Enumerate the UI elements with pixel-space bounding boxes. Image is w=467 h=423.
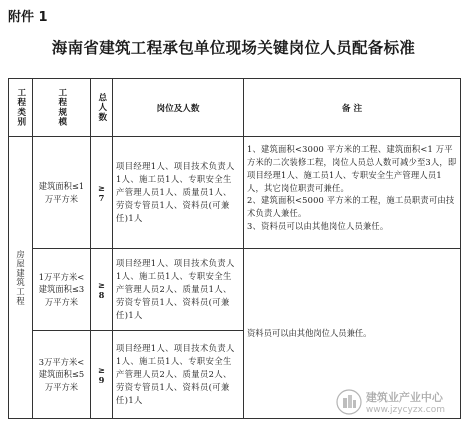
total-cell: ≥ 7	[91, 137, 113, 249]
positions-cell: 项目经理1人、项目技术负责人1人、施工员1人、专职安全生产管理人员2人、质量员2人、劳资专管员1人、资料员(可兼任)1人	[113, 331, 244, 419]
remark-item: 3、资料员可以由其他岗位人员兼任。	[247, 221, 389, 232]
total-cell: ≥ 9	[91, 331, 113, 419]
attachment-label: 附件 1	[8, 10, 48, 25]
watermark-name: 建筑业产业中心	[365, 391, 443, 404]
remark-item: 1、建筑面积<3000 平方米的工程、建筑面积<1 万平方米的二次装修工程，岗位人员总人数可减少至3人，即项目经理1人、施工员1人、专职安全生产管理人员1人，其它岗位职责可兼任。	[247, 144, 457, 193]
document-title: 海南省建筑工程承包单位现场关键岗位人员配备标准	[51, 39, 416, 57]
header-project-scale: 工程规模	[33, 79, 91, 137]
table-row	[9, 137, 461, 249]
positions-cell: 项目经理1人、项目技术负责人1人、施工员1人、专职安全生产管理人员1人、质量员1人、劳资专管员1人、资料员(可兼任)1人	[113, 137, 244, 249]
header-remarks: 备 注	[244, 79, 461, 137]
remarks-cell	[244, 137, 461, 249]
table-header-row	[9, 79, 461, 137]
watermark-url: www.jzycyzx.com	[365, 405, 445, 415]
header-positions: 岗位及人数	[113, 79, 244, 137]
table-row	[9, 249, 461, 331]
scale-cell: 建筑面积≤1万平方米	[33, 137, 91, 249]
positions-cell: 项目经理1人、项目技术负责人1人、施工员1人、专职安全生产管理人员2人、质量员1人、劳资专管员1人、资料员(可兼任)1人	[113, 249, 244, 331]
header-total-count: 总人数	[91, 79, 113, 137]
remark-item: 2、建筑面积<5000 平方米的工程，施工员职责可由技术负责人兼任。	[247, 195, 455, 219]
staffing-standard-table	[8, 78, 461, 419]
remarks-cell: 资料员可以由其他岗位人员兼任。	[244, 249, 461, 419]
total-cell: ≥ 8	[91, 249, 113, 331]
scale-cell: 1万平方米<建筑面积≤3万平方米	[33, 249, 91, 331]
scale-cell: 3万平方米<建筑面积≤5万平方米	[33, 331, 91, 419]
category-cell: 房屋建筑工程	[9, 137, 33, 419]
header-project-type: 工程类别	[9, 79, 33, 137]
